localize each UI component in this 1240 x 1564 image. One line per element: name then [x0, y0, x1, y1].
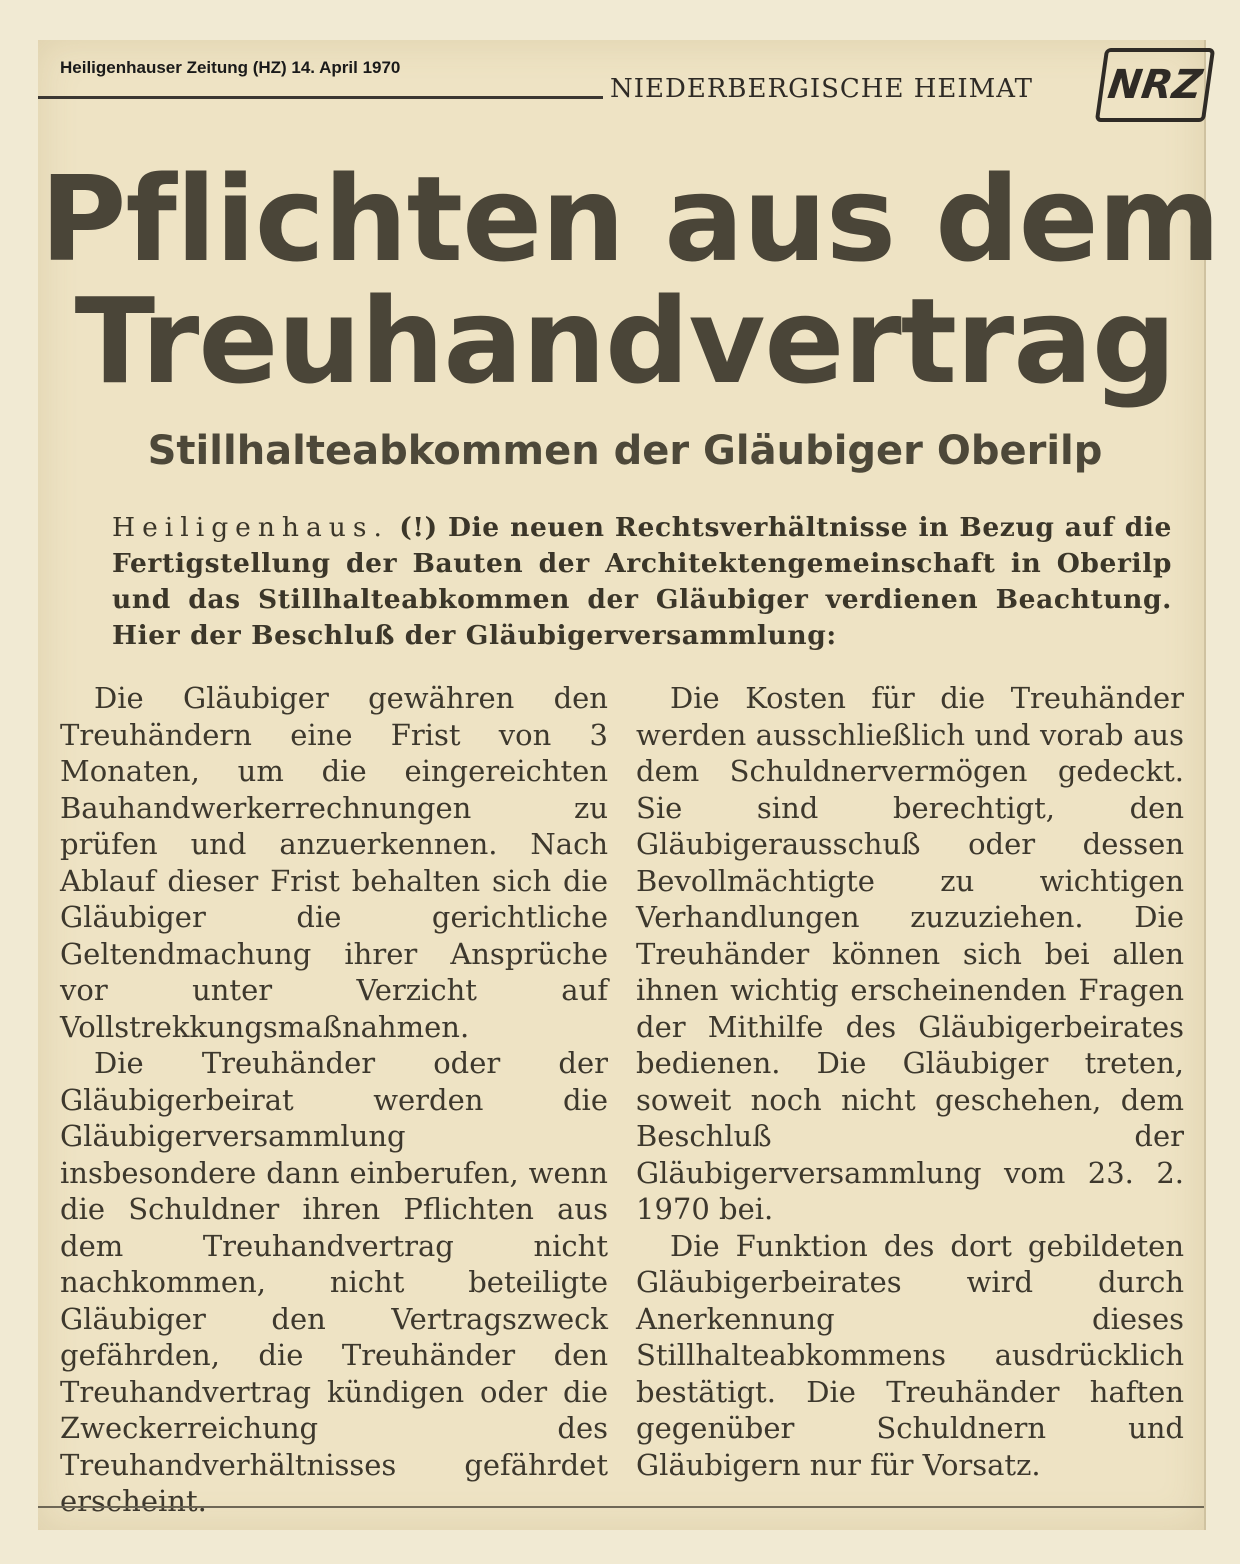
left-paragraph-1: Die Gläubiger gewähren den Treuhändern eine Frist von 3 Monaten, um die eingereichten Bauhandwerkerrechnungen zu prüfen und anzuerkennen. Nach Ablauf dieser Frist behalten sich die Gläubiger die gerichtliche Geltendmachung ihrer Ansprüche vor unter Verzicht auf Vollstrekkungsmaßnahmen. — [60, 681, 608, 1044]
right-paragraph-1: Die Kosten für die Treuhänder werden ausschließlich und vorab aus dem Schuldnervermögen gedeckt. Sie sind berechtigt, den Gläubigerausschuß oder dessen Bevollmächtigte zu wichtigen Verhandlungen zuzuziehen. Die Treuhänder können sich bei allen ihnen wichtig erscheinenden Fragen der Mithilfe des Gläubigerbeirates bedienen. Die Gläubiger treten, soweit noch nicht geschehen, dem Beschluß der Gläubigerversammlung vom 23. 2. 1970 bei. — [636, 681, 1184, 1226]
left-paragraph-2: Die Treuhänder oder der Gläubigerbeirat werden die Gläubigerversammlung insbesondere dann einberufen, wenn die Schuldner ihren Pflichten aus dem Treuhandvertrag nicht nachkommen, nicht beteiligte Gläubiger den Vertragszweck gefährden, die Treuhänder den Treuhandvertrag kündigen oder die Zweckerreichung des Treuhandverhältnisses gefährdet erscheint. — [60, 1046, 608, 1518]
section-title: NIEDERBERGISCHE HEIMAT — [610, 74, 1033, 104]
logo-text: NRZ — [1105, 62, 1205, 108]
subheadline: Stillhalteabkommen der Gläubiger Oberilp — [147, 428, 1103, 474]
bottom-rule — [38, 1506, 1204, 1508]
headline-line-2: Treuhandvertrag — [74, 272, 1176, 410]
dateline-place: Heiligenhaus. — [112, 512, 389, 543]
newspaper-logo — [1095, 48, 1215, 122]
source-stamp: Heiligenhauser Zeitung (HZ) 14. April 1970 — [60, 58, 401, 77]
lead-text: (!) Die neuen Rechtsverhältnisse in Bezug auf die Fertigstellung der Bauten der Architektengemeinschaft in Oberilp und das Stillhalteabkommen der Gläubiger verdienen Beachtung. Hier der Beschluß der Gläubigerversammlung: — [112, 512, 1172, 651]
header-rule — [38, 96, 603, 99]
lead-paragraph — [112, 510, 1172, 654]
article-column-right — [636, 680, 1184, 1483]
headline-line-1: Pflichten aus dem — [40, 150, 1220, 288]
right-paragraph-2: Die Funktion des dort gebildeten Gläubigerbeirates wird durch Anerkennung dieses Stillhalteabkommens ausdrücklich bestätigt. Die Treuhänder haften gegenüber Schuldnern und Gläubigern nur für Vorsatz. — [636, 1228, 1184, 1482]
article-column-left — [60, 680, 608, 1520]
